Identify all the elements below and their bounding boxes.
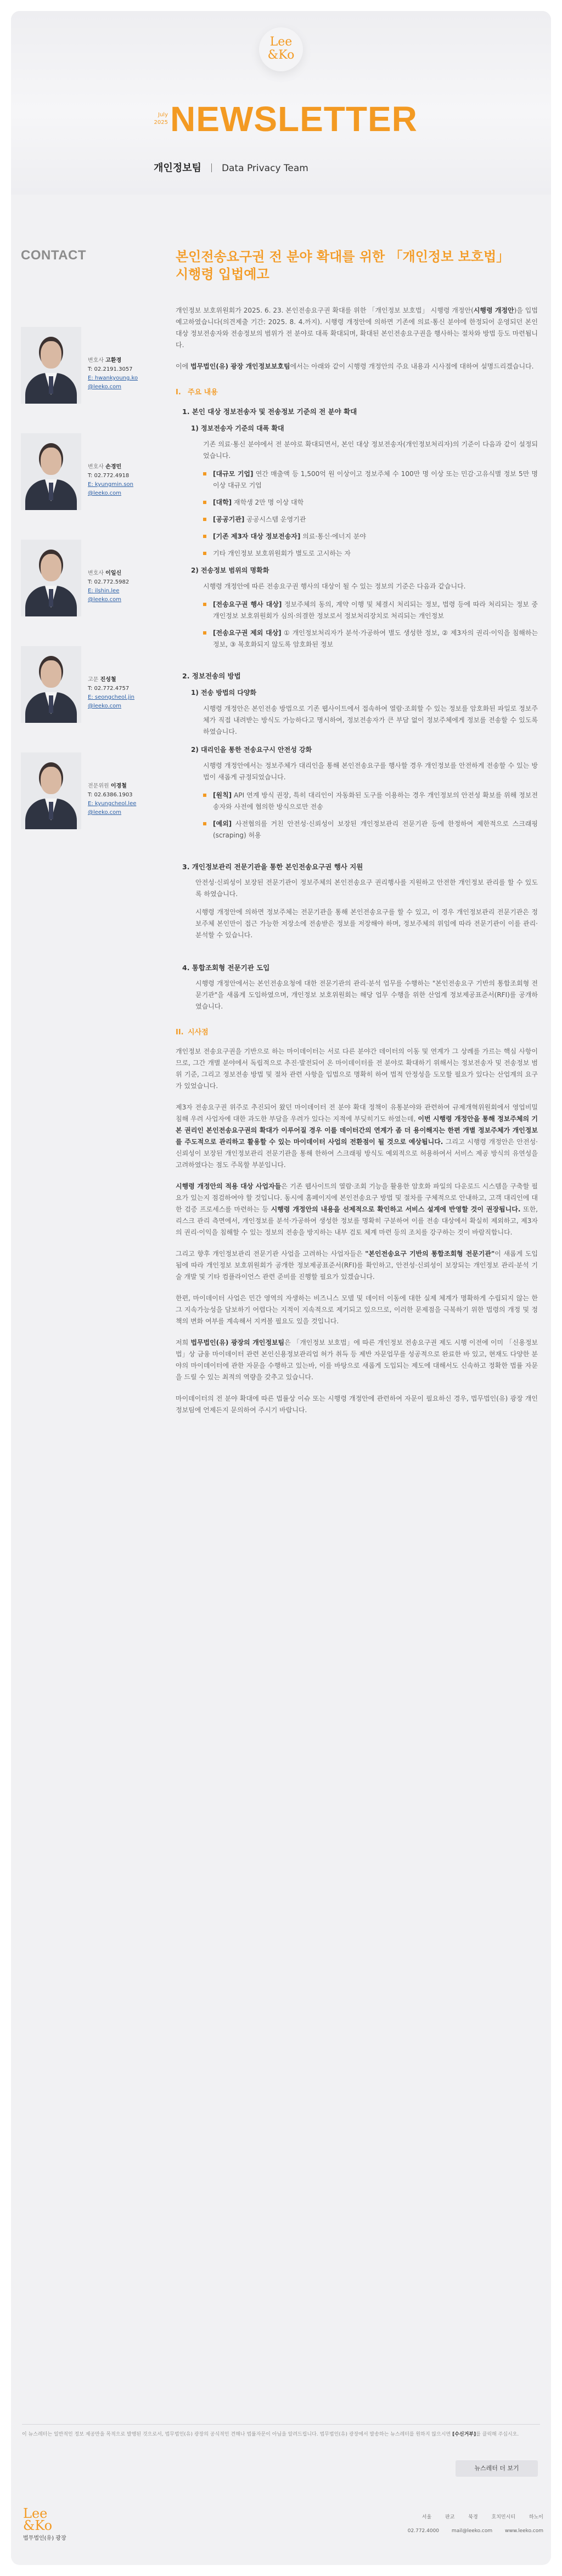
office-link-seoul[interactable]: 서울: [422, 2515, 432, 2520]
office-links: [340, 2513, 543, 2520]
list-item: 기타 개인정보 보호위원회가 별도로 고시하는 자: [203, 548, 538, 559]
body-text: 한편, 마이데이터 사업은 민간 영역의 자생하는 비즈니스 모델 및 데이터 이동에 대한 실제 체계가 명확하게 수립되지 않는 한 그 지속가능성을 담보하기 어렵다는 지적이 지속적으로 제기되고 있으므로, 이러한 문제점을 극복하기 위한 법령의 개정 및 정책의 변화 여부를 계속해서 지켜볼 필요도 있을 것입니다.: [176, 1294, 538, 1325]
unsubscribe-link[interactable]: [수신거부]: [452, 2432, 476, 2437]
contact-heading: CONTACT: [21, 248, 87, 263]
list-item: [대학] 재학생 2만 명 이상 대학: [203, 497, 538, 508]
subsection-heading: 3. 개인정보관리 전문기관을 통한 본인전송요구권 행사 지원: [182, 863, 363, 871]
issue-date: July 2025: [154, 112, 168, 126]
list-item: [대규모 기업] 연간 매출액 등 1,500억 원 이상이고 정보주체 수 100만 명 이상 또는 민감·고유식별 정보 5만 명 이상 대규모 기업: [203, 468, 538, 491]
lee-ko-logo[interactable]: Lee &Ko: [259, 27, 303, 71]
article-title: 본인전송요구권 전 분야 확대를 위한 「개인정보 보호법」 시행령 입법예고: [176, 249, 510, 282]
footer-email[interactable]: mail@leeko.com: [451, 2528, 493, 2534]
list-item: [기존 제3자 대상 정보전송자] 의료·통신·에너지 분야: [203, 531, 538, 542]
body-text: 마이데이터의 전 분야 확대에 따른 법률상 이슈 또는 시행령 개정안에 관련하여 자문이 필요하신 경우, 법무법인(유) 광장 개인정보팀에 언제든지 문의하여 주시기 바랍니다.: [176, 1395, 538, 1414]
item-heading: 1) 정보전송자 기준의 대폭 확대: [191, 424, 284, 432]
list-item: [원칙] API 연계 방식 권장, 특히 대리인이 자동화된 도구를 이용하는 경우 개인정보의 안전성 확보를 위해 정보전송자와 사전에 협의한 방식으로만 전송: [203, 790, 538, 813]
team-name-en: Data Privacy Team: [221, 163, 308, 174]
lawyer-photo: [21, 540, 81, 616]
lawyer-photo: [21, 646, 81, 723]
body-text: 시행령 개정안에서는 정보주체가 대리인을 통해 본인전송요구를 행사할 경우 개인정보를 안전하게 전송할 수 있는 방법이 새롭게 규정되었습니다.: [203, 762, 538, 781]
subsection-heading: 1. 본인 대상 정보전송자 및 전송정보 기준의 전 분야 확대: [182, 407, 357, 416]
contact-email-link[interactable]: E: ilshin.lee @leeko.com: [88, 588, 121, 603]
list-item: [전송요구권 행사 대상] 정보주체의 동의, 계약 이행 및 체결시 처리되는 정보, 법령 등에 따라 처리되는 정보 중 개인정보 보호위원회가 심의·의결한 정보로서 정보처리장치로 처리되는 개인정보: [203, 599, 538, 622]
footer-contact: [340, 2528, 543, 2534]
item-heading: 2) 대리인을 통한 전송요구시 안전성 강화: [191, 746, 312, 754]
body-text: 시행령 개정안에 따른 전송요구권 행사의 대상이 될 수 있는 정보의 기준은 다음과 같습니다.: [203, 582, 466, 590]
newsletter-frame: [11, 11, 551, 2565]
contact-card: 변호사 손경민 T: 02.772.4918 E: kyungmin.son @leeko.com: [21, 433, 139, 516]
contact-email-link[interactable]: E: kyungmin.son @leeko.com: [88, 482, 133, 496]
intro-paragraph: 이에 법무법인(유) 광장 개인정보보호팀에서는 아래와 같이 시행령 개정안의 주요 내용과 시사점에 대하여 설명드리겠습니다.: [176, 363, 534, 370]
office-link-hanoi[interactable]: 하노이: [529, 2515, 543, 2520]
bullet-list: [203, 468, 538, 559]
contact-card: 변호사 고환경 T: 02.2191.3057 E: hwankyoung.ko @leeko.com: [21, 327, 139, 409]
body-text: 안전성·신뢰성이 보장된 전문기관이 정보주체의 본인전송요구 권리행사를 지원하고 안전한 개인정보 관리를 할 수 있도록 하였습니다.: [195, 879, 538, 898]
article-body: [176, 248, 538, 1426]
list-item: [공공기관] 공공시스템 운영기관: [203, 514, 538, 525]
body-text: 제3자 전송요구권 위주로 추진되어 왔던 마이데이터 전 분야 확대 정책이 유통분야와 관련하여 규제개혁위원회에서 영업비밀 침해 우려 사업자에 대한 과도한 부담을 우려가 있다는 지적에 부딪히기도 하였는데, 이번 시행령 개정안을 통해 정보주체의 기본 권리인 본인전송요구권의 확대가 이루어질 경우 이를 데이터간의 연계가 좀 더 용이해지는 한편 개별 정보주체가 개인정보를 주도적으로 관리하고 활용할 수 있는 마이데이터 사업의 전환점이 될 것으로 예상됩니다. 그리고 시행령 개정안은 안전성·신뢰성이 보장된 개인정보관리 전문기관을 통해 한하여 스크래핑 방식도 예외적으로 허용하여서 서비스 제공 방식의 유연성을 고려하였다는 점도 주목할 부분입니다.: [176, 1103, 538, 1169]
contact-card: 변호사 이일신 T: 02.772.5982 E: ilshin.lee @leeko.com: [21, 540, 139, 622]
section-heading: I. 주요 내용: [176, 388, 218, 397]
office-link-beijing[interactable]: 북경: [468, 2515, 478, 2520]
disclaimer: 이 뉴스레터는 일반적인 정보 제공만을 목적으로 발행된 것으로서, 법무법인(유) 광장의 공식적인 견해나 법률자문이 아님을 알려드립니다. 법무법인(유) 광장에서 발송하는 뉴스레터를 원하지 않으시면 [수신거부]를 클릭해 주십시오.: [22, 2432, 519, 2437]
section-heading: II. 시사점: [176, 1028, 209, 1037]
lawyer-photo: [21, 433, 81, 510]
office-link-hcmc[interactable]: 호치민시티: [491, 2515, 516, 2520]
body-text: 기존 의료·통신 분야에서 전 분야로 확대되면서, 본인 대상 정보전송자(개인정보처리자)의 기준이 다음과 같이 설정되었습니다.: [203, 440, 538, 460]
item-heading: 1) 전송 방법의 다양화: [191, 689, 257, 697]
newsletter-header: [11, 11, 551, 195]
footer-website[interactable]: www.leeko.com: [504, 2528, 543, 2534]
subsection-heading: 4. 통합조회형 전문기관 도입: [182, 964, 270, 972]
team-category: 개인정보팀: [154, 162, 201, 174]
bullet-list: [203, 599, 538, 650]
lawyer-photo: [21, 752, 81, 829]
newsletter-title: NEWSLETTER: [170, 99, 418, 139]
bullet-list: [203, 790, 538, 841]
lawyer-photo: [21, 327, 81, 404]
body-text: 시행령 개정안은 본인전송 방법으로 기존 웹사이트에서 접속하여 열람·조회할 수 있는 정보를 암호화된 파일로 정보주체가 직접 내려받는 방식도 가능하다고 명시하여, 정보전송자가 큰 부담 없이 정보주체에게 정보를 전송할 수 있도록 하였습니다.: [203, 705, 538, 735]
more-newsletters-button[interactable]: 뉴스레터 더 보기: [456, 2460, 538, 2477]
footer-phone: 02.772.4000: [407, 2528, 440, 2534]
body-text: 그리고 향후 개인정보관리 전문기관 사업을 고려하는 사업자들은 "본인전송요구 기반의 통합조회형 전문기관"이 새롭게 도입됨에 따라 개인정보 보호위원회가 공개한 정보제공표준서(RFI)를 확인하고, 안전성·신뢰성이 보장되는 개인정보 관리·분석 기술 개발 및 기타 컴플라이언스 관련 준비를 진행할 필요가 있겠습니다.: [176, 1250, 538, 1281]
contact-email-link[interactable]: E: hwankyoung.ko @leeko.com: [88, 375, 138, 390]
body-text: 저희 법무법인(유) 광장의 개인정보팀은 「개인정보 보호법」에 따른 개인정보 전송요구권 제도 시행 이전에 이미 「신용정보법」상 금융 마이데이터 관련 본인신용정보관리업 허가 취득 등 제반 자문업무를 성공적으로 완료한 바 있고, 현재도 다양한 분야의 마이데이터에 관한 자문을 수행하고 있는바, 이를 바탕으로 새롭게 도입되는 제도에 대해서도 신속하고 정확한 법률 자문을 드릴 수 있는 최적의 역량을 갖추고 있습니다.: [176, 1339, 538, 1381]
contact-card: 전문위원 이경철 T: 02.6386.1903 E: kyungcheol.lee @leeko.com: [21, 752, 139, 835]
item-heading: 2) 전송정보 범위의 명확화: [191, 567, 269, 574]
contact-email-link[interactable]: E: seongcheol.jin @leeko.com: [88, 694, 134, 709]
footer-divider: [22, 2424, 540, 2425]
body-text: 시행령 개정안의 적용 대상 사업자들은 기존 웹사이트의 열람·조회 기능을 활용한 암호화 파일의 다운로드 시스템을 구축할 필요가 있는지 점검하여야 할 것입니다. 동시에 홈페이지에 본인전송요구 방법 및 절차를 구체적으로 안내하고, 고객 대리인에 대한 검증 프로세스를 마련하는 등 시행령 개정안의 내용을 선제적으로 확인하고 서비스 설계에 반영할 것이 권장됩니다. 또한, 리스크 관리 측면에서, 개인정보를 분석·가공하여 생성한 정보를 명확히 구분하여 이를 전송 대상에서 확실히 제외하고, 제3자의 권리·이익을 침해할 수 있는 정보의 전송을 방지하는 내부 검토 체계 마련 등의 조치를 강구하는 것이 바람직합니다.: [176, 1182, 538, 1236]
list-item: [예외] 사전협의를 거친 안전성·신뢰성이 보장된 개인정보관리 전문기관 등에 한정하여 제한적으로 스크래핑(scraping) 허용: [203, 818, 538, 841]
footer-logo[interactable]: Lee &Ko 법무법인(유) 광장: [23, 2507, 66, 2545]
body-text: 시행령 개정안에 의하면 정보주체는 전문기관을 통해 본인전송요구를 할 수 있고, 이 경우 개인정보관리 전문기관은 정보주체 본인만이 접근 가능한 저장소에 전송받은 정보를 저장해야 하며, 정보주체의 위임에 따라 전문기관이 이를 관리·분석할 수 있습니다.: [195, 908, 538, 939]
contact-card: 고문 진성철 T: 02.772.4757 E: seongcheol.jin @leeko.com: [21, 646, 139, 728]
contact-email-link[interactable]: E: kyungcheol.lee @leeko.com: [88, 801, 137, 816]
body-text: 개인정보 전송요구권을 기반으로 하는 마이데이터는 서로 다른 분야간 데이터의 이동 및 연계가 그 상례를 가르는 핵심 사항이므로, 그간 개별 분야에서 독립적으로 추진·발전되어 온 마이데이터를 전 분야로 확대하기 위해서는 정보전송자 및 전송정보 범위 기준, 그리고 정보전송 방법 및 절차 관련 사항을 입법으로 명확히 하여 법적 안정성을 도모할 필요가 있다는 산업계의 요구가 있었습니다.: [176, 1048, 538, 1090]
intro-paragraph: 개인정보 보호위원회가 2025. 6. 23. 본인전송요구권 확대를 위한 「개인정보 보호법」 시행령 개정안(시행령 개정안)을 입법예고하였습니다(의견제출 기간: 2025. 8. 4.까지). 시행령 개정안에 의하면 기존에 의료·통신 분야에 한정되어 운영되던 본인 대상 정보전송자와 전송정보의 범위가 전 분야로 대폭 확대되며, 확대된 본인전송요구권을 행사하는 절차와 방법 등도 마련됩니다.: [176, 307, 538, 349]
body-text: 시행령 개정안에서는 본인전송요청에 대한 전문기관의 관리·분석 업무를 수행하는 "본인전송요구 기반의 통합조회형 전문기관"을 새롭게 도입하였으며, 개인정보 보호위원회는 해당 업무 수행을 위한 산업계 정보제공표준서(RFI)를 공개하였습니다.: [195, 980, 538, 1010]
divider: [211, 163, 212, 172]
list-item: [전송요구권 제외 대상] ① 개인정보처리자가 분석·가공하여 별도 생성한 정보, ② 제3자의 권리·이익을 침해하는 정보, ③ 복호화되지 않도록 암호화된 정보: [203, 627, 538, 650]
subsection-heading: 2. 정보전송의 방법: [182, 672, 241, 680]
team-line: [154, 160, 308, 174]
office-link-pangyo[interactable]: 판교: [445, 2515, 455, 2520]
firm-name: 법무법인(유) 광장: [23, 2535, 66, 2541]
